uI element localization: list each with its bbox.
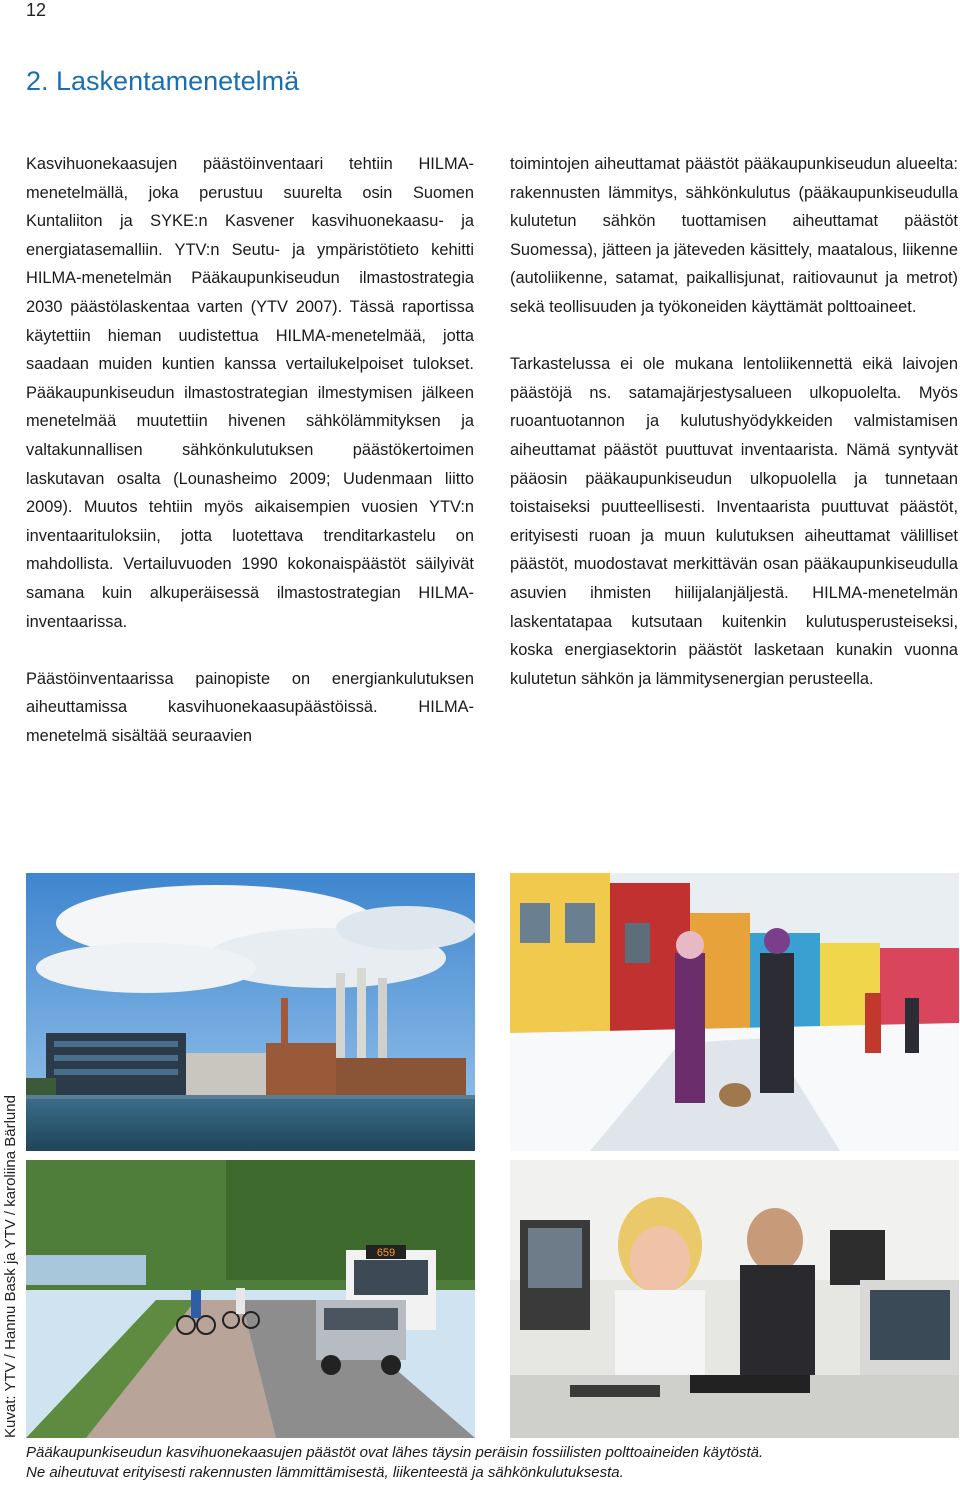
figure-caption: [26, 1443, 956, 1483]
left-text-column: [26, 150, 474, 779]
photo-power-plant: [26, 873, 475, 1151]
photo-winter-street: [510, 873, 959, 1151]
photo-credit: Kuvat: YTV / Hannu Bask ja YTV / karoliina Bärlund: [2, 1095, 19, 1438]
section-title: 2. Laskentamenetelmä: [26, 66, 300, 96]
paragraph: Päästöinventaarissa painopiste on energiankulutuksen aiheuttamissa kasvihuonekaasupäästöissä. HILMA-menetelmä sisältää seuraavien: [26, 669, 474, 745]
bus-route-sign: 659: [376, 1247, 396, 1259]
photo-cyclists-bus: [26, 1160, 475, 1438]
page-number: 12: [26, 0, 47, 20]
paragraph: Kasvihuonekaasujen päästöinventaari tehtiin HILMA-menetelmällä, joka perustuu suurelta osin Suomen Kuntaliiton ja SYKE:n Kasvener kasvihuonekaasu- ja energiatasemalliin. YTV:n Seutu- ja ympäristötieto kehitti HILMA-menetelmän Pääkaupunkiseudun ilmastostrategia 2030 päästölaskentaa varten (YTV 2007). Tässä raportissa käytettiin hieman uudistettua HILMA-menetelmää, jotta saadaan muiden kuntien kanssa vertailukelpoiset tulokset. Pääkaupunkiseudun ilmastostrategian ilmestymisen jälkeen menetelmää muutettiin hivenen sähkölämmityksen ja valtakunnallisen sähkönkulutuksen päästökertoimen laskutavan osalta (Lounasheimo 2009; Uudenmaan liitto 2009). Muutos tehtiin myös aikaisempien vuosien YTV:n inventaarituloksiin, jotta luotettava trenditarkastelu on mahdollista. Vertailuvuoden 1990 kokonaispäästöt säilyivät samana kuin alkuperäisessä ilmastostrategian HILMA-inventaarissa.: [26, 155, 474, 631]
caption-line: Pääkaupunkiseudun kasvihuonekaasujen päästöt ovat lähes täysin peräisin fossiilisten polttoaineiden käytöstä.: [26, 1444, 764, 1461]
photo-office-workers: [510, 1160, 959, 1438]
paragraph: Tarkastelussa ei ole mukana lentoliikennettä eikä laivojen päästöjä ns. satamajärjestysalueen ulkopuolelta. Myös ruoantuotannon ja kulutushyödykkeiden valmistamisen aiheuttamat päästöt puuttuvat inventaarista. Nämä syntyvät pääosin pääkaupunkiseudun ulkopuolella ja tunnetaan toistaiseksi puutteellisesti. Inventaarista puuttuvat päästöt, erityisesti ruoan ja muun kulutuksen aiheuttamat välilliset päästöt, muodostavat merkittävän osan pääkaupunkiseudulla asuvien ihmisten hiilijalanjäljestä. HILMA-menetelmän laskentatapaa kutsutaan kuitenkin kulutusperusteiseksi, koska energiasektorin päästöt lasketaan kunakin vuonna kulutetun sähkön ja lämmitysenergian perusteella.: [510, 355, 958, 688]
caption-line: Ne aiheutuvat erityisesti rakennusten lämmittämisestä, liikenteestä ja sähkönkulutuksesta.: [26, 1464, 624, 1481]
paragraph: toimintojen aiheuttamat päästöt pääkaupunkiseudun alueelta: rakennusten lämmitys, sähkönkulutus (pääkaupunkiseudulla kulutetun sähkön tuottamisen aiheuttamat päästöt Suomessa), jätteen ja jäteveden käsittely, maatalous, liikenne (autoliikenne, satamat, paikallisjunat, raitiovaunut ja metrot) sekä teollisuuden ja työkoneiden käyttämät polttoaineet.: [510, 155, 958, 316]
right-text-column: [510, 150, 958, 722]
